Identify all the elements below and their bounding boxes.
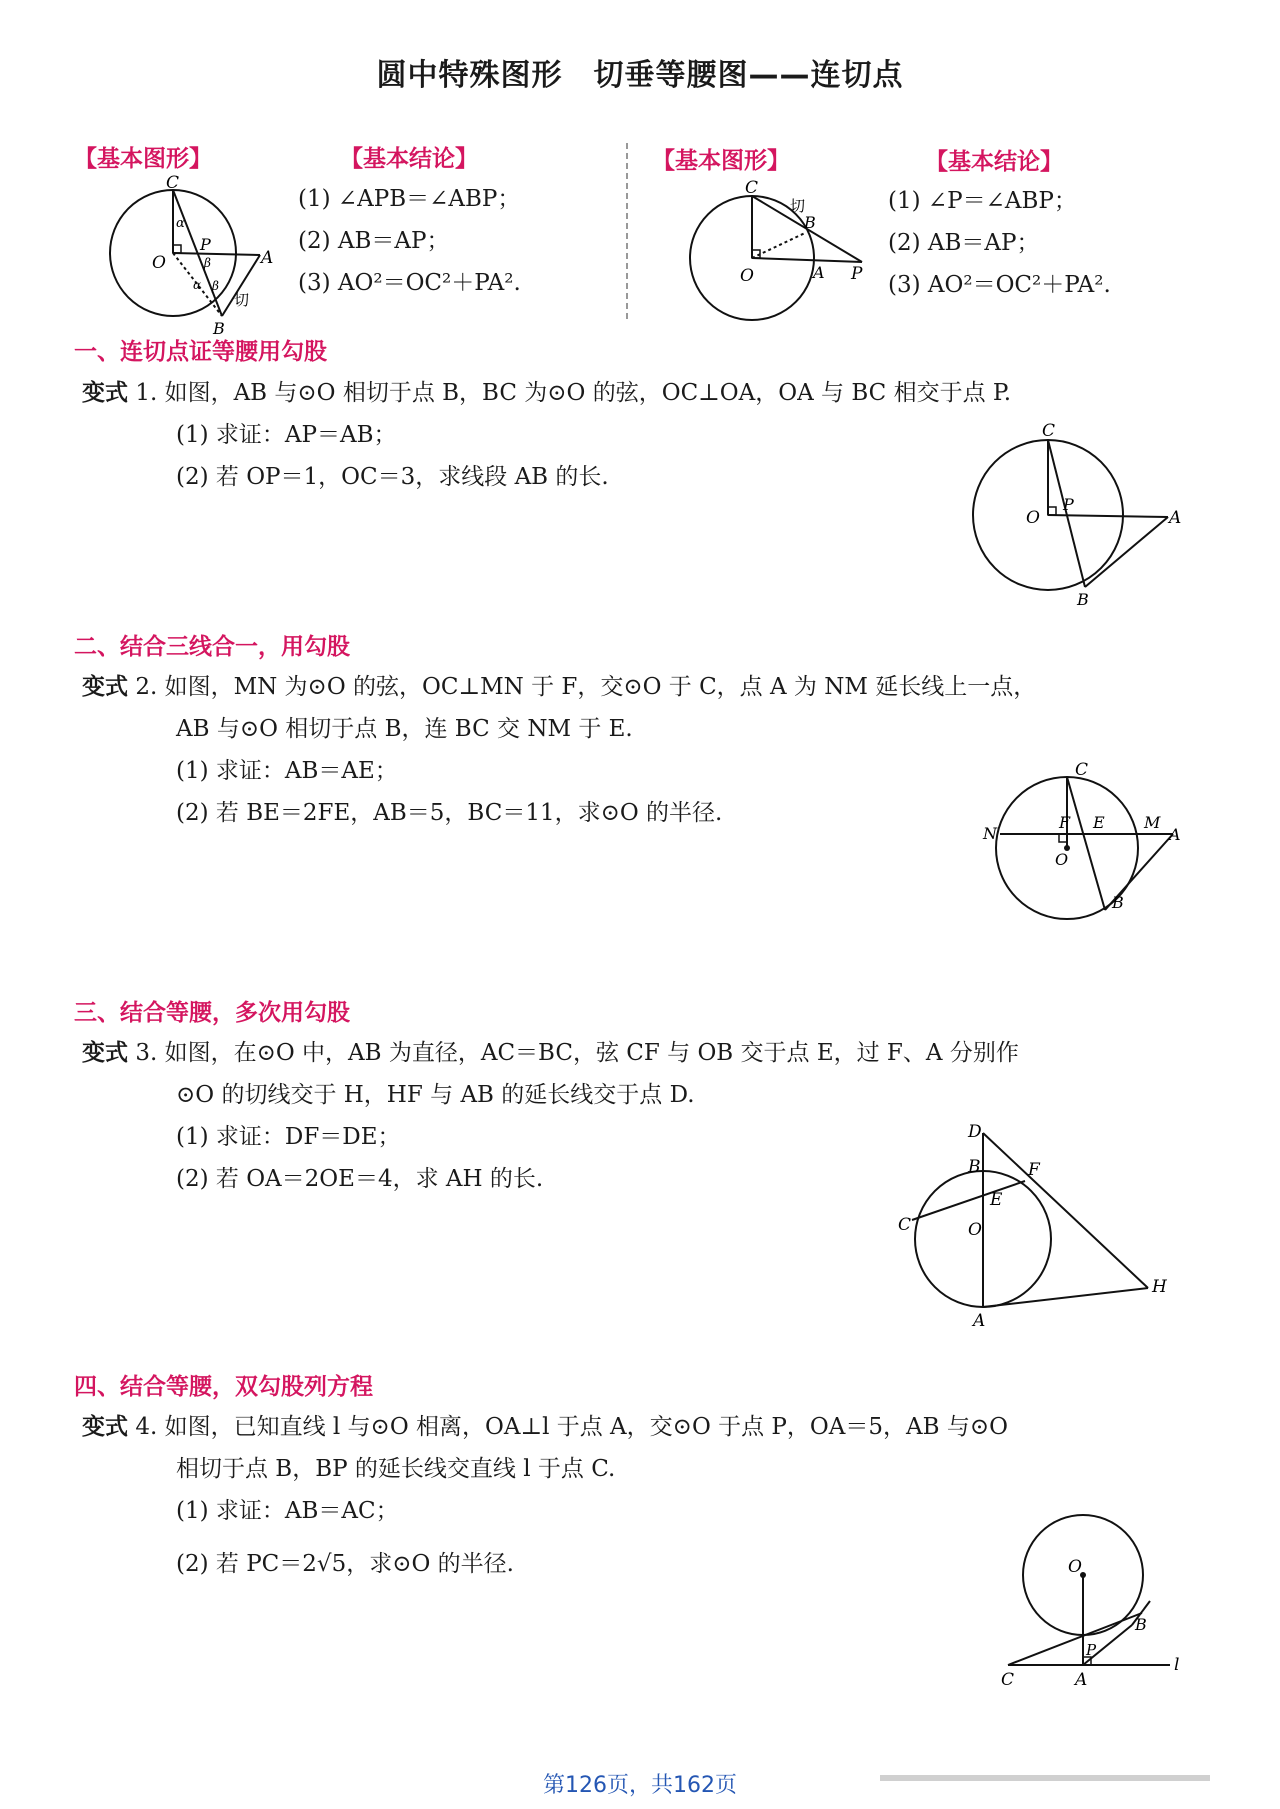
variant-label: 变式 xyxy=(82,1414,128,1440)
section-1-heading: 一、连切点证等腰用勾股 xyxy=(74,339,327,365)
conclusion-left-1: (1) ∠APB＝∠ABP； xyxy=(298,186,521,212)
section-1-sub-1: (1) 求证：AP＝AB； xyxy=(176,422,397,448)
fig-label-e: E xyxy=(1093,813,1105,832)
basic-shape-heading-left: 【基本图形】 xyxy=(74,146,212,172)
fig-label-c: C xyxy=(898,1215,912,1235)
section-3-question xyxy=(82,1032,1019,1074)
section-3-sub-2: (2) 若 OA＝2OE＝4，求 AH 的长. xyxy=(176,1166,544,1192)
fig-label-b: B xyxy=(1135,1615,1147,1634)
section-4-question-line-2: 相切于点 B，BP 的延长线交直线 l 于点 C. xyxy=(176,1456,616,1482)
fig-label-o: O xyxy=(152,253,166,273)
fig-label-b: B xyxy=(804,213,816,232)
fig-label-c: C xyxy=(166,173,180,193)
question-line-1: 3. 如图，在⊙O 中，AB 为直径，AC＝BC，弦 CF 与 OB 交于点 E，过 F、A 分别作 xyxy=(135,1040,1019,1066)
fig-label-m: M xyxy=(1144,813,1161,832)
figure-1 xyxy=(960,420,1190,609)
section-4-sub-2: (2) 若 PC＝2√5，求⊙O 的半径. xyxy=(176,1551,514,1577)
section-2-heading: 二、结合三线合一，用勾股 xyxy=(74,634,350,660)
fig-label-a: A xyxy=(261,248,274,268)
fig-label-tangent: 切 xyxy=(234,291,250,309)
section-1-question xyxy=(82,372,1011,414)
variant-label: 变式 xyxy=(82,380,128,406)
fig-label-a: A xyxy=(1169,508,1182,528)
page-title: 圆中特殊图形 切垂等腰图——连切点 xyxy=(376,58,904,93)
fig-label-o: O xyxy=(1055,850,1069,869)
fig-label-h: H xyxy=(1152,1277,1167,1297)
conclusion-left-3: (3) AO²＝OC²＋PA². xyxy=(298,270,521,296)
section-1-sub-2: (2) 若 OP＝1，OC＝3，求线段 AB 的长. xyxy=(176,464,609,490)
section-2-question xyxy=(82,666,1036,708)
page-number: 第126页，共162页 xyxy=(543,1773,737,1798)
fig-label-p: P xyxy=(851,264,863,284)
basic-conclusions-left xyxy=(298,178,521,304)
fig-label-a: A xyxy=(813,263,825,282)
section-3-heading: 三、结合等腰，多次用勾股 xyxy=(74,1000,350,1026)
fig-label-c: C xyxy=(745,178,759,198)
fig-label-d: D xyxy=(968,1122,982,1142)
conclusion-right-1: (1) ∠P＝∠ABP； xyxy=(888,188,1077,214)
fig-label-beta-1: β xyxy=(204,256,211,270)
section-2-question-line-2: AB 与⊙O 相切于点 B，连 BC 交 NM 于 E. xyxy=(176,716,633,742)
section-4-question xyxy=(82,1406,1008,1448)
question-line-1: 1. 如图，AB 与⊙O 相切于点 B，BC 为⊙O 的弦，OC⊥OA，OA 与 BC 相交于点 P. xyxy=(135,380,1012,406)
fig-label-c: C xyxy=(1075,760,1089,780)
section-divider xyxy=(626,143,628,319)
basic-figure-right xyxy=(680,178,870,328)
fig-label-b: B xyxy=(968,1157,981,1177)
fig-label-l: l xyxy=(1174,1655,1180,1675)
conclusion-right-2: (2) AB＝AP； xyxy=(888,230,1040,256)
section-3-sub-1: (1) 求证：DF＝DE； xyxy=(176,1124,401,1150)
basic-figure-left xyxy=(100,173,280,338)
fig-label-p: P xyxy=(200,235,211,254)
fig-label-c: C xyxy=(1042,421,1056,441)
fig-label-o: O xyxy=(968,1220,982,1240)
fig-label-p: P xyxy=(1063,495,1074,514)
fig-label-o: O xyxy=(1026,508,1040,528)
fig-label-a: A xyxy=(1169,825,1181,844)
fig-label-o: O xyxy=(1068,1557,1082,1577)
fig-label-e: E xyxy=(990,1190,1003,1210)
fig-label-b: B xyxy=(1112,893,1124,912)
figure-2 xyxy=(985,760,1185,925)
fig-label-a: A xyxy=(973,1311,986,1331)
section-2-sub-1: (1) 求证：AB＝AE； xyxy=(176,758,398,784)
basic-conclusion-heading-right: 【基本结论】 xyxy=(925,149,1063,175)
basic-conclusions-right xyxy=(888,180,1111,306)
fig-label-o: O xyxy=(740,266,754,286)
section-3-question-line-2: ⊙O 的切线交于 H，HF 与 AB 的延长线交于点 D. xyxy=(176,1082,695,1108)
fig-label-f: F xyxy=(1059,813,1071,832)
fig-label-a: A xyxy=(1075,1670,1088,1690)
fig-label-alpha-2: α xyxy=(193,278,202,292)
fig-label-p: P xyxy=(1086,1641,1097,1659)
basic-shape-heading-right: 【基本图形】 xyxy=(652,148,790,174)
fig-label-b: B xyxy=(1077,590,1089,609)
basic-conclusion-heading-left: 【基本结论】 xyxy=(340,146,478,172)
section-4-heading: 四、结合等腰，双勾股列方程 xyxy=(74,1374,373,1400)
figure-4 xyxy=(990,1505,1190,1690)
fig-label-n: N xyxy=(983,824,997,843)
variant-label: 变式 xyxy=(82,1040,128,1066)
figure-3 xyxy=(890,1122,1190,1331)
conclusion-left-2: (2) AB＝AP； xyxy=(298,228,450,254)
fig-label-f: F xyxy=(1028,1160,1040,1180)
fig-label-beta-2: β xyxy=(212,279,219,293)
fig-label-alpha: α xyxy=(176,216,185,231)
section-2-sub-2: (2) 若 BE＝2FE，AB＝5，BC＝11，求⊙O 的半径. xyxy=(176,800,723,826)
conclusion-right-3: (3) AO²＝OC²＋PA². xyxy=(888,272,1111,298)
variant-label: 变式 xyxy=(82,674,128,700)
fig-label-tangent: 切 xyxy=(790,197,806,215)
fig-label-c: C xyxy=(1001,1670,1015,1690)
section-4-sub-1: (1) 求证：AB＝AC； xyxy=(176,1498,399,1524)
fig-label-b: B xyxy=(213,319,225,338)
question-line-1: 2. 如图，MN 为⊙O 的弦，OC⊥MN 于 F，交⊙O 于 C，点 A 为 NM 延长线上一点， xyxy=(135,674,1037,700)
question-line-1: 4. 如图，已知直线 l 与⊙O 相离，OA⊥l 于点 A，交⊙O 于点 P，OA＝5，AB 与⊙O xyxy=(135,1414,1008,1440)
